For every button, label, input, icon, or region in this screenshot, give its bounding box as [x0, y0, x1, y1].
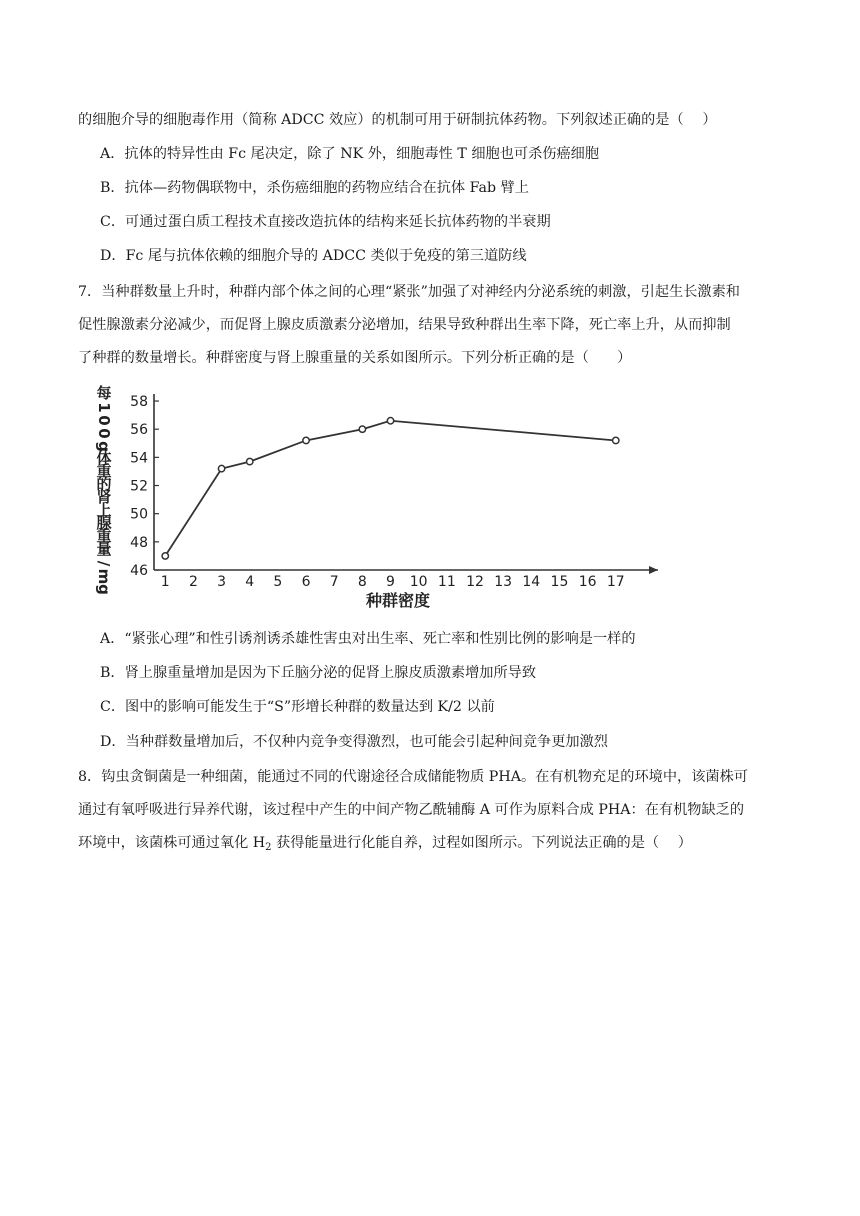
adrenal-weight-chart [88, 384, 678, 614]
q6-stem-tail: 的细胞介导的细胞毒作用（简称 ADCC 效应）的机制可用于研制抗体药物。下列叙述正确的是（ ） [78, 112, 717, 128]
y-tick-label: 48 [130, 534, 148, 551]
y-tick-label: 52 [130, 478, 148, 495]
y-axis-label-char: 量 [96, 539, 112, 558]
q8-h2-subscript: 2 [265, 842, 272, 853]
x-tick-label: 3 [217, 574, 227, 590]
q7-option-a: A．“紧张心理”和性引诱剂诱杀雄性害虫对出生率、死亡率和性别比例的影响是一样的 [100, 631, 636, 647]
y-axis-label-char: / [95, 560, 113, 567]
x-axis-arrow [649, 566, 658, 574]
data-point [162, 553, 168, 559]
x-tick-label: 13 [494, 574, 513, 590]
q7-stem-line-1: 7．当种群数量上升时，种群内部个体之间的心理“紧张”加强了对神经内分泌系统的刺激，引起生长激素和 [78, 284, 740, 300]
x-tick-label: 9 [386, 574, 395, 590]
x-tick-label: 15 [550, 574, 569, 590]
x-tick-label: 16 [578, 574, 597, 590]
q7-stem-line-3: 了种群的数量增长。种群密度与肾上腺重量的关系如图所示。下列分析正确的是（ ） [78, 350, 632, 366]
q8-line-2: 通过有氧呼吸进行异养代谢，该过程中产生的中间产物乙酰辅酶 A 可作为原料合成 PHA：在有机物缺乏的 [78, 802, 745, 818]
data-point [218, 465, 224, 471]
q8-line-1: 8．钩虫贪铜菌是一种细菌，能通过不同的代谢途径合成储能物质 PHA。在有机物充足的环境中，该菌株可 [78, 769, 748, 785]
data-point [613, 437, 619, 443]
q6-option-c: C．可通过蛋白质工程技术直接改造抗体的结构来延长抗体药物的半衰期 [100, 214, 551, 230]
y-axis-label-char: 1 [95, 402, 113, 413]
y-axis-label-char: 0 [95, 415, 113, 426]
x-tick-label: 5 [273, 574, 283, 590]
y-tick-label: 54 [130, 450, 148, 467]
x-tick-label: 10 [409, 574, 428, 590]
y-axis-label-char: 的 [96, 474, 112, 493]
q8-line-3 [78, 833, 692, 853]
y-axis-label-char: m [95, 568, 113, 585]
x-tick-label: 17 [606, 574, 625, 590]
x-tick-label: 4 [245, 574, 255, 590]
y-axis-label-char: 重 [96, 526, 112, 545]
x-tick-label: 8 [357, 574, 367, 590]
x-tick-label: 12 [466, 574, 484, 590]
y-tick-label: 58 [130, 394, 148, 411]
series-line [165, 421, 616, 556]
x-tick-label: 1 [160, 574, 170, 590]
data-point [247, 458, 253, 464]
q6-option-b: B．抗体—药物偶联物中，杀伤癌细胞的药物应结合在抗体 Fab 臂上 [100, 180, 529, 196]
x-tick-label: 2 [188, 574, 198, 590]
q7-stem-line-2: 促性腺激素分泌减少，而促肾上腺皮质激素分泌增加，结果导致种群出生率下降，死亡率上升，从而抑制 [78, 317, 731, 333]
x-tick-label: 14 [522, 574, 541, 590]
data-point [359, 426, 365, 432]
data-point [387, 418, 393, 424]
y-tick-label: 46 [130, 563, 148, 579]
y-tick-label: 56 [130, 422, 148, 439]
data-point [303, 437, 309, 443]
q7-option-d: D．当种群数量增加后，不仅种内竞争变得激烈，也可能会引起种间竞争更加激烈 [100, 734, 608, 750]
x-tick-label: 6 [301, 574, 311, 590]
y-tick-label: 50 [130, 506, 148, 523]
y-axis-label-char: 重 [96, 461, 112, 480]
x-tick-label: 11 [437, 574, 456, 590]
y-axis-label [95, 384, 113, 595]
q8-line-3-pre: 环境中，该菌株可通过氧化 H [78, 835, 266, 851]
y-axis-label-char: 上 [96, 500, 112, 519]
q7-option-c: C．图中的影响可能发生于“S”形增长种群的数量达到 K/2 以前 [100, 699, 495, 715]
q8-line-3-post: 获得能量进行化能自养，过程如图所示。下列说法正确的是（ ） [271, 835, 692, 851]
y-axis-label-char: g [95, 584, 113, 595]
q7-option-b: B．肾上腺重量增加是因为下丘脑分泌的促肾上腺皮质激素增加所导致 [100, 665, 537, 681]
x-tick-label: 7 [329, 574, 339, 590]
y-axis-label-char: 体 [96, 448, 112, 467]
y-axis-label-char: 肾 [96, 487, 112, 506]
y-axis-label-char: 0 [95, 428, 113, 439]
y-axis-label-char: 每 [96, 384, 112, 402]
x-axis-label: 种群密度 [365, 591, 431, 610]
q6-option-a: A．抗体的特异性由 Fc 尾决定，除了 NK 外，细胞毒性 T 细胞也可杀伤癌细胞 [100, 146, 600, 162]
y-axis-label-char: g [95, 441, 113, 452]
y-axis-label-char: 腺 [96, 513, 112, 532]
q6-option-d: D．Fc 尾与抗体依赖的细胞介导的 ADCC 类似于免疫的第三道防线 [100, 248, 527, 264]
